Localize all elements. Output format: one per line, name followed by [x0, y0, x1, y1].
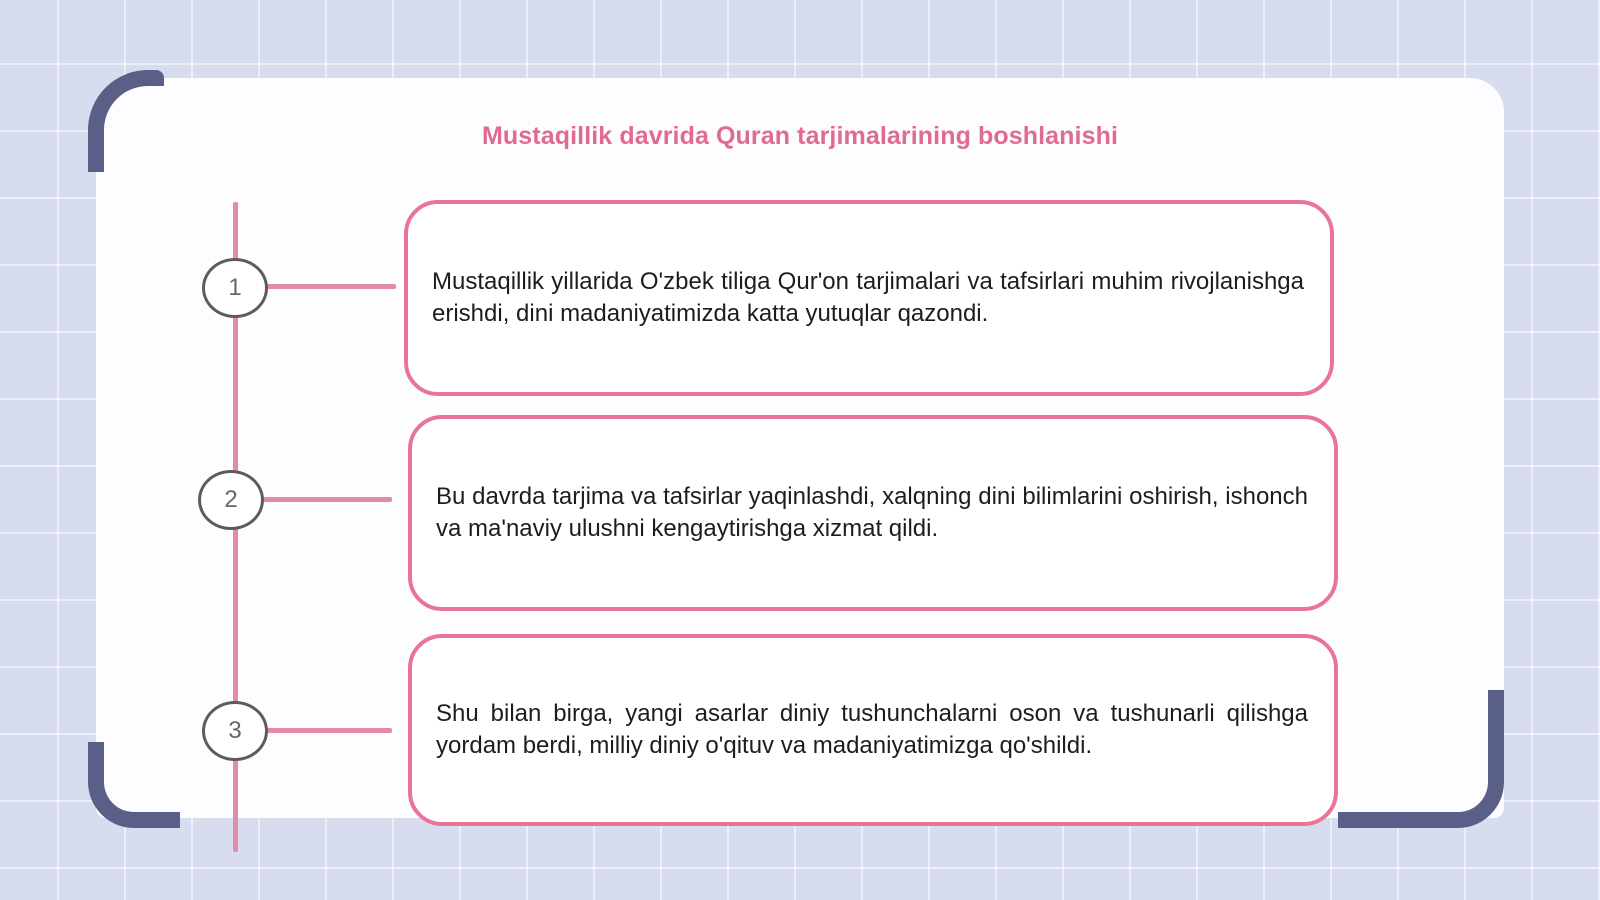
step-connector	[266, 284, 396, 289]
step-card-text: Shu bilan birga, yangi asarlar diniy tushunchalarni oson va tushunarli qilishga yordam berdi, milliy diniy o'qituv va madaniyatimizga qo'shildi.	[436, 700, 1308, 759]
step-card-text: Bu davrda tarjima va tafsirlar yaqinlashdi, xalqning dini bilimlarini oshirish, ishonch va ma'naviy ulushni kengaytirishga xizmat qildi.	[436, 483, 1308, 542]
step-card-text: Mustaqillik yillarida O'zbek tiliga Qur'on tarjimalari va tafsirlari muhim rivojlanishga erishdi, dini madaniyatimizda katta yutuqlar qazondi.	[432, 268, 1304, 327]
step-card	[408, 415, 1338, 611]
step-number-circle: 3	[202, 701, 268, 761]
step-connector	[266, 728, 392, 733]
corner-bracket-top-left	[88, 70, 164, 172]
corner-bracket-bottom-left	[88, 742, 180, 828]
step-number-circle: 2	[198, 470, 264, 530]
step-connector	[262, 497, 392, 502]
slide-title: Mustaqillik davrida Quran tarjimalarining boshlanishi	[482, 122, 1118, 150]
corner-bracket-bottom-right	[1338, 690, 1504, 828]
step-number-circle: 1	[202, 258, 268, 318]
step-card	[408, 634, 1338, 826]
step-card	[404, 200, 1334, 396]
